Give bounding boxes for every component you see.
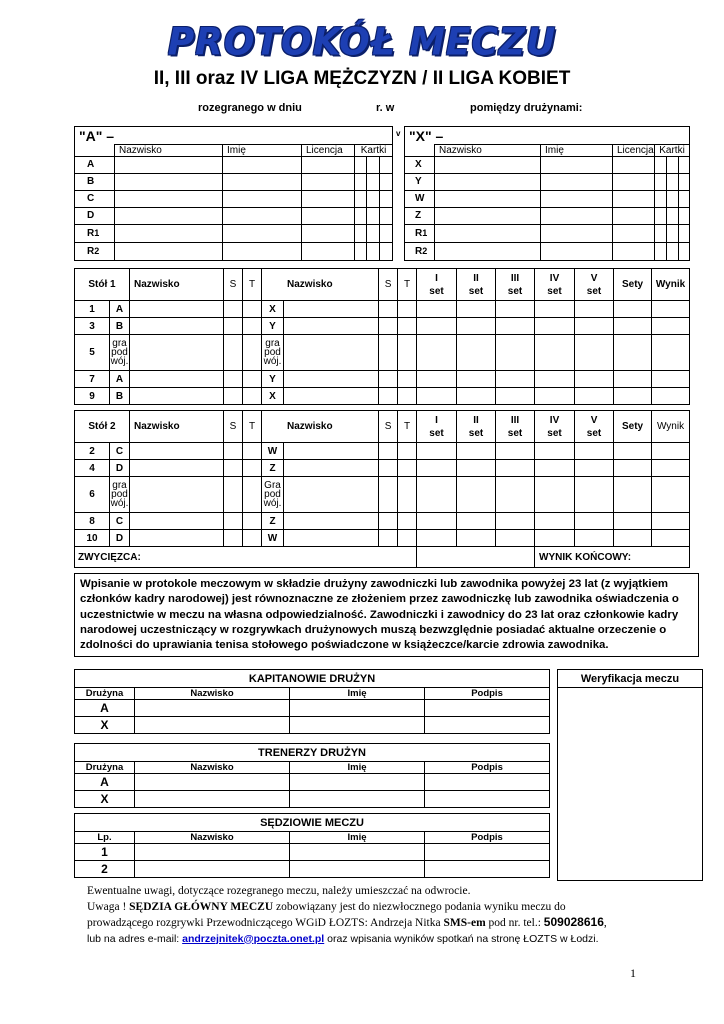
player-y: Y — [405, 174, 435, 191]
match-number: 3 — [75, 318, 110, 335]
player-b: B — [75, 174, 115, 191]
input-cell[interactable] — [302, 157, 355, 174]
col-licencja: Licencja — [302, 145, 355, 157]
reserve-1 — [75, 225, 115, 243]
reserve-sub: 2 — [422, 246, 428, 256]
final-result-label: WYNIK KOŃCOWY: — [535, 547, 690, 568]
reserve-sub: 1 — [94, 228, 100, 238]
coach-team-a: A — [75, 774, 135, 791]
player-code-a: D — [110, 530, 130, 547]
col-kartki: Kartki — [655, 145, 690, 157]
set-5-header — [575, 411, 614, 443]
footer-line-2 — [87, 900, 647, 916]
col-imie: Imię — [223, 145, 302, 157]
set-2-header — [457, 269, 496, 301]
player-code-a: C — [110, 443, 130, 460]
player-code-a: B — [110, 318, 130, 335]
table-1-matches — [74, 268, 690, 405]
set-number: V — [590, 414, 598, 426]
between-teams-label: pomiędzy drużynami: — [470, 102, 583, 114]
col-nazwisko: Nazwisko — [115, 145, 223, 157]
col-licencja: Licencja — [613, 145, 655, 157]
match-number: 1 — [75, 301, 110, 318]
footer-text: oraz wpisania wyników spotkań na stronę ŁOZTS w Łodzi. — [324, 932, 599, 945]
set-number: II — [473, 414, 479, 426]
set-word: set — [586, 427, 602, 439]
page-number: 1 — [630, 966, 636, 980]
reserve-sub: 2 — [94, 246, 100, 256]
player-code-a: C — [110, 513, 130, 530]
verification-box — [557, 669, 703, 881]
footer-notes — [87, 884, 647, 947]
reserve-label: R — [87, 246, 95, 257]
input-cell[interactable] — [115, 208, 223, 225]
doubles-label: gra pod wój. — [110, 477, 130, 513]
col-wynik: Wynik — [652, 269, 690, 301]
set-word: set — [429, 427, 444, 439]
verification-area[interactable] — [558, 688, 703, 881]
col-nazwisko-a: Nazwisko — [130, 411, 224, 443]
input-cell[interactable] — [223, 191, 302, 208]
input-cell[interactable] — [223, 174, 302, 191]
player-code-x: X — [262, 301, 284, 318]
col-druzyna: Drużyna — [75, 762, 135, 774]
team-a-roster — [74, 126, 393, 261]
captains-table — [74, 669, 550, 734]
doubles-label: Gra pod wój. — [262, 477, 284, 513]
year-in-label: r. w — [376, 102, 395, 114]
match-number: 10 — [75, 530, 110, 547]
played-on-label: rozegranego w dniu — [198, 102, 302, 114]
referee-1: 1 — [75, 844, 135, 861]
col-imie: Imię — [290, 762, 425, 774]
captain-team-x: X — [75, 717, 135, 734]
reserve-label: R — [87, 228, 95, 239]
col-nazwisko: Nazwisko — [435, 145, 541, 157]
league-title: II, III oraz IV LIGA MĘŻCZYZN / II LIGA KOBIET — [153, 68, 571, 89]
player-w: W — [405, 191, 435, 208]
player-code-x: W — [262, 443, 284, 460]
player-code-x: Z — [262, 513, 284, 530]
protocol-logo-title: PROTOKÓŁ MECZU — [167, 20, 557, 65]
player-a: A — [75, 157, 115, 174]
team-a-label: "A" – — [75, 127, 393, 145]
match-number: 2 — [75, 443, 110, 460]
col-t: T — [243, 269, 262, 301]
input-cell[interactable] — [223, 208, 302, 225]
reserve-1 — [405, 225, 435, 243]
footer-line-3 — [87, 915, 647, 932]
col-nazwisko-a: Nazwisko — [130, 269, 224, 301]
input-cell[interactable] — [223, 157, 302, 174]
set-4-header — [535, 411, 575, 443]
col-sety: Sety — [614, 269, 652, 301]
set-3-header — [496, 269, 535, 301]
col-t: T — [398, 411, 417, 443]
col-s: S — [224, 411, 243, 443]
match-number: 4 — [75, 460, 110, 477]
player-c: C — [75, 191, 115, 208]
footer-line-1: Ewentualne uwagi, dotyczące rozegranego meczu, należy umieszczać na odwrocie. — [87, 885, 471, 897]
footer-text: pod nr. tel.: — [485, 917, 544, 929]
table-2-title: Stół 2 — [75, 411, 130, 443]
footer-text: , — [603, 917, 607, 929]
referee-2: 2 — [75, 861, 135, 878]
set-word: set — [507, 427, 523, 439]
input-cell[interactable] — [115, 191, 223, 208]
captains-title: KAPITANOWIE DRUŻYN — [75, 670, 550, 688]
set-word: set — [429, 285, 444, 297]
player-d: D — [75, 208, 115, 225]
chief-referee: SĘDZIA GŁÓWNY MECZU — [129, 900, 274, 913]
email-link[interactable]: andrzejnitek@poczta.onet.pl — [182, 932, 325, 945]
col-podpis: Podpis — [425, 762, 550, 774]
set-number: IV — [549, 414, 560, 426]
captain-team-a: A — [75, 700, 135, 717]
doubles-label: gra pod wój. — [110, 335, 130, 371]
col-nazwisko: Nazwisko — [135, 688, 290, 700]
set-number: IV — [549, 272, 560, 284]
reserve-label: R — [415, 246, 423, 257]
reserve-2 — [75, 243, 115, 261]
player-code-x: Z — [262, 460, 284, 477]
reserve-sub: 1 — [422, 228, 428, 238]
set-number: I — [435, 272, 438, 284]
set-word: set — [468, 427, 484, 439]
match-number: 6 — [75, 477, 110, 513]
col-imie: Imię — [290, 832, 425, 844]
vs-marker: v — [396, 129, 401, 138]
team-x-label: "X" – — [405, 127, 690, 145]
input-cell[interactable] — [115, 174, 223, 191]
winner-label: ZWYCIĘZCA: — [75, 547, 417, 568]
set-1-header — [417, 269, 457, 301]
set-word: set — [586, 285, 602, 297]
input-cell[interactable] — [302, 191, 355, 208]
referees-title: SĘDZIOWIE MECZU — [75, 814, 550, 832]
set-word: set — [468, 285, 484, 297]
set-3-header — [496, 411, 535, 443]
col-lp: Lp. — [75, 832, 135, 844]
col-sety: Sety — [614, 411, 652, 443]
referees-table — [74, 813, 550, 878]
set-2-header — [457, 411, 496, 443]
set-1-header — [417, 411, 457, 443]
player-code-a: A — [110, 301, 130, 318]
set-word: set — [507, 285, 523, 297]
col-nazwisko: Nazwisko — [135, 832, 290, 844]
table-2-matches — [74, 410, 690, 568]
verification-title: Weryfikacja meczu — [558, 670, 703, 688]
warning-prefix: Uwaga ! — [87, 900, 130, 913]
col-nazwisko: Nazwisko — [135, 762, 290, 774]
player-x: X — [405, 157, 435, 174]
player-code-a: B — [110, 388, 130, 405]
set-word: set — [547, 427, 562, 439]
set-4-header — [535, 269, 575, 301]
col-nazwisko-x: Nazwisko — [262, 411, 379, 443]
reserve-2 — [405, 243, 435, 261]
player-code-x: Y — [262, 318, 284, 335]
footer-text: zobowiązany jest do niezwłocznego podania wyniku meczu do — [273, 900, 566, 913]
footer-text: prowadzącego rozgrywki Przewodniczącego WGiD ŁOZTS: Andrzeja Nitka — [87, 917, 444, 929]
coaches-title: TRENERZY DRUŻYN — [75, 744, 550, 762]
player-z: Z — [405, 208, 435, 225]
col-imie: Imię — [541, 145, 613, 157]
col-kartki: Kartki — [355, 145, 393, 157]
set-5-header — [575, 269, 614, 301]
sms-label: SMS-em — [443, 917, 486, 929]
set-number: II — [473, 272, 479, 284]
set-number: III — [510, 272, 520, 284]
set-word: set — [547, 285, 562, 297]
eligibility-notice: Wpisanie w protokole meczowym w składzie drużyny zawodniczki lub zawodnika powyżej 23 lat (z wyjątkiem członków kadry narodowej) jest równoznaczne ze złożeniem przez zawodniczkę lub zawodnika oświadczenia o uczestnictwie w meczu na własna odpowiedzialność. Zawodniczki i zawodnicy do 23 lat oraz członkowie kadry narodowej uczestniczący w rozgrywkach drużynowych muszą bezwzględnie posiadać aktualne orzeczenie o zdolności do uprawiania tenisa stołowego poświadczone w książeczce/karcie zdrowia zawodnika. — [74, 573, 699, 657]
phone-number: 509028616 — [543, 915, 604, 929]
input-cell[interactable] — [115, 157, 223, 174]
col-s: S — [224, 269, 243, 301]
match-number: 7 — [75, 371, 110, 388]
footer-line-4 — [87, 932, 647, 948]
col-t: T — [243, 411, 262, 443]
col-podpis: Podpis — [425, 832, 550, 844]
player-code-x: X — [262, 388, 284, 405]
coach-team-x: X — [75, 791, 135, 808]
player-code-a: D — [110, 460, 130, 477]
set-number: I — [435, 414, 438, 426]
match-number: 8 — [75, 513, 110, 530]
col-wynik: Wynik — [652, 411, 690, 443]
coaches-table — [74, 743, 550, 808]
col-s: S — [379, 269, 398, 301]
reserve-label: R — [415, 228, 423, 239]
match-number: 5 — [75, 335, 110, 371]
input-cell[interactable] — [302, 208, 355, 225]
col-nazwisko-x: Nazwisko — [262, 269, 379, 301]
col-druzyna: Drużyna — [75, 688, 135, 700]
team-x-roster — [404, 126, 690, 261]
player-code-x: W — [262, 530, 284, 547]
set-number: III — [510, 414, 520, 426]
player-code-a: A — [110, 371, 130, 388]
match-number: 9 — [75, 388, 110, 405]
col-t: T — [398, 269, 417, 301]
input-cell[interactable] — [302, 174, 355, 191]
footer-text: lub na adres e-mail: — [87, 932, 183, 945]
table-1-title: Stół 1 — [75, 269, 130, 301]
doubles-label: gra pod wój. — [262, 335, 284, 371]
set-number: V — [590, 272, 598, 284]
col-imie: Imię — [290, 688, 425, 700]
col-s: S — [379, 411, 398, 443]
col-podpis: Podpis — [425, 688, 550, 700]
player-code-x: Y — [262, 371, 284, 388]
